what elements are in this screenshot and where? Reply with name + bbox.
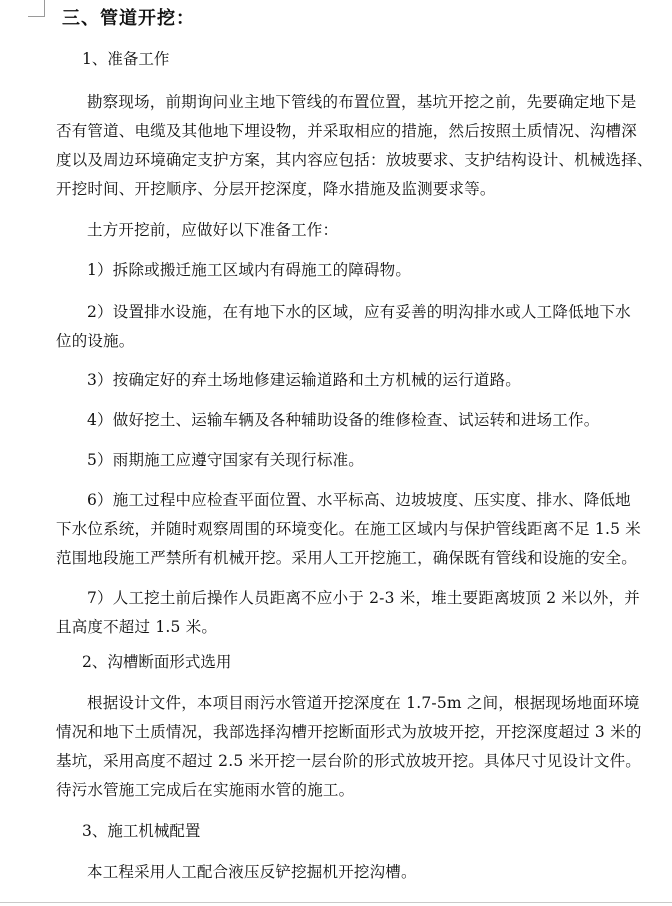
s1-paragraph-1 — [56, 88, 653, 204]
text-line: 2）设置排水设施，在有地下水的区域，应有妥善的明沟排水或人工降低地下水 — [87, 303, 631, 321]
text-line: 基坑，采用高度不超过 2.5 米开挖一层台阶的形式放坡开挖。具体尺寸见设计文件。 — [56, 752, 642, 770]
list-item-7 — [56, 584, 646, 642]
text-line: 3）按确定好的弃土场地修建运输道路和土方机械的运行道路。 — [87, 371, 521, 389]
text-line: 情况和地下土质情况，我部选择沟槽开挖断面形式为放坡开挖，开挖深度超过 3 米的 — [56, 723, 642, 741]
text-line: 范围地段施工严禁所有机械开挖。采用人工开挖施工，确保既有管线和设施的安全。 — [56, 549, 637, 567]
text-line: 根据设计文件，本项目雨污水管道开挖深度在 1.7-5m 之间，根据现场地面环境 — [87, 694, 640, 712]
list-item-1 — [56, 256, 646, 285]
page-bottom-border — [0, 902, 672, 903]
s2-title: 2、沟槽断面形式选用 — [82, 653, 232, 671]
text-line: 且高度不超过 1.5 米。 — [56, 618, 218, 636]
text-line: 下水位系统，并随时观察周围的环境变化。在施工区域内与保护管线距离不足 1.5 米 — [56, 520, 642, 538]
text-line: 勘察现场，前期询问业主地下管线的布置位置，基坑开挖之前，先要确定地下是 — [87, 93, 637, 111]
text-line: 土方开挖前，应做好以下准备工作： — [87, 221, 339, 239]
s1-title: 1、准备工作 — [82, 50, 170, 68]
section-title: 三、管道开挖： — [62, 8, 195, 29]
list-item-3 — [56, 366, 646, 395]
text-line: 度以及周边环境确定支护方案，其内容应包括：放坡要求、支护结构设计、机械选择、 — [56, 151, 653, 169]
s1-paragraph-2 — [56, 216, 646, 245]
text-line: 位的设施。 — [56, 332, 135, 350]
list-item-5 — [56, 446, 646, 475]
s2-paragraph — [56, 689, 646, 805]
text-line: 5）雨期施工应遵守国家有关现行标准。 — [87, 451, 364, 469]
text-line: 1）拆除或搬迁施工区域内有碍施工的障碍物。 — [87, 261, 412, 279]
s3-title: 3、施工机械配置 — [82, 822, 201, 840]
list-item-6 — [56, 486, 646, 573]
s3-paragraph — [56, 858, 646, 887]
list-item-4 — [56, 406, 646, 435]
text-line: 开挖时间、开挖顺序、分层开挖深度，降水措施及监测要求等。 — [56, 180, 496, 198]
text-line: 本工程采用人工配合液压反铲挖掘机开挖沟槽。 — [87, 863, 417, 881]
text-line: 7）人工挖土前后操作人员距离不应小于 2-3 米，堆土要距离坡顶 2 米以外，并 — [87, 589, 640, 607]
page-corner-mark — [28, 0, 45, 17]
text-line: 否有管道、电缆及其他地下埋设物，并采取相应的措施，然后按照土质情况、沟槽深 — [56, 122, 637, 140]
list-item-2 — [56, 298, 646, 356]
text-line: 6）施工过程中应检查平面位置、水平标高、边坡坡度、压实度、排水、降低地 — [87, 491, 631, 509]
text-line: 待污水管施工完成后在实施雨水管的施工。 — [56, 781, 355, 799]
text-line: 4）做好挖土、运输车辆及各种辅助设备的维修检查、试运转和进场工作。 — [87, 411, 600, 429]
